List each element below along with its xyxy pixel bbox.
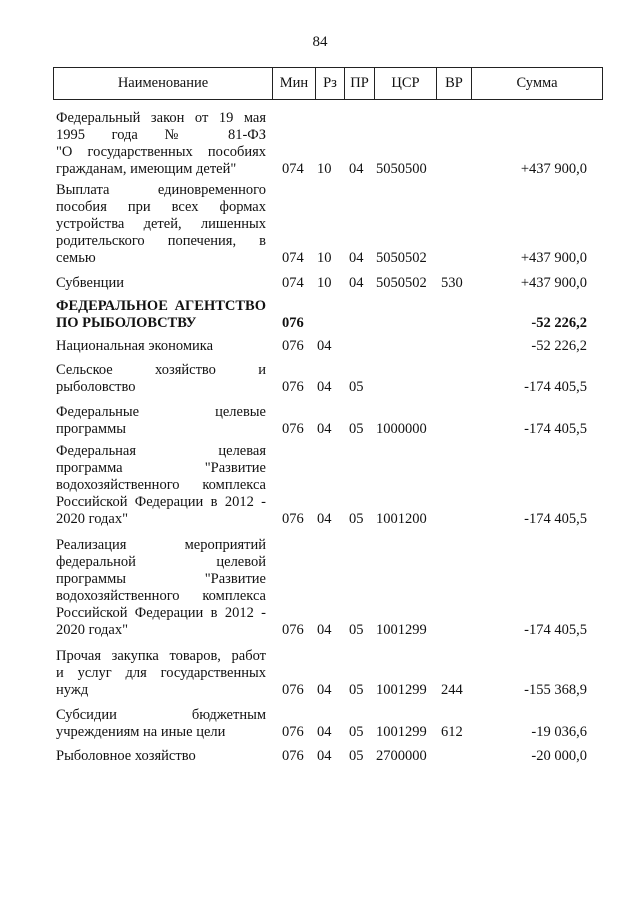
header-rz: Рз: [315, 68, 344, 99]
row-pr: 05: [349, 511, 364, 527]
row-sum: -174 405,5: [524, 379, 587, 395]
row-sum: -174 405,5: [524, 511, 587, 527]
row-pr: 04: [349, 250, 364, 266]
row-name: [56, 298, 266, 332]
row-name-line: нужд: [56, 682, 89, 698]
row-name-line: водохозяйственного комплекса: [56, 477, 266, 493]
row-csr: 1001200: [376, 511, 427, 527]
row-name-line: Федеральный закон от 19 мая: [56, 110, 266, 126]
row-name-line: Российской Федерации в 2012 -: [56, 605, 266, 621]
row-rz: 04: [317, 421, 332, 437]
row-rz: 04: [317, 379, 332, 395]
row-rz: 10: [317, 161, 332, 177]
row-pr: 05: [349, 421, 364, 437]
row-name-line: рыболовство: [56, 379, 136, 395]
row-name-line: программы "Развитие: [56, 571, 266, 587]
row-min: 076: [282, 724, 304, 740]
row-name: [56, 362, 266, 396]
row-sum: -20 000,0: [531, 748, 587, 764]
row-csr: 5050502: [376, 250, 427, 266]
header-sum: Сумма: [471, 68, 602, 99]
row-sum: +437 900,0: [520, 161, 587, 177]
row-name: [56, 338, 266, 355]
row-name-line: Федеральные целевые: [56, 404, 266, 420]
row-csr: 1001299: [376, 622, 427, 638]
row-name-line: Прочая закупка товаров, работ: [56, 648, 266, 664]
row-name: [56, 404, 266, 438]
row-name-line: Сельское хозяйство и: [56, 362, 266, 378]
row-name-line: пособия при всех формах: [56, 199, 266, 215]
row-name-line: ПО РЫБОЛОВСТВУ: [56, 315, 197, 331]
row-name-line: Субвенции: [56, 275, 124, 291]
row-name: [56, 110, 266, 178]
row-name-line: 2020 годах": [56, 511, 129, 527]
row-min: 076: [282, 682, 304, 698]
row-name-line: родительского попечения, в: [56, 233, 266, 249]
row-min: 076: [282, 421, 304, 437]
row-name: [56, 182, 266, 267]
row-min: 076: [282, 379, 304, 395]
header-name: Наименование: [117, 75, 209, 91]
row-min: 074: [282, 275, 304, 291]
row-pr: 05: [349, 682, 364, 698]
row-name: [56, 748, 266, 765]
row-csr: 5050502: [376, 275, 427, 291]
row-sum: +437 900,0: [520, 275, 587, 291]
row-csr: 5050500: [376, 161, 427, 177]
row-sum: -52 226,2: [531, 315, 587, 331]
row-name-line: 1995 года № 81-ФЗ: [56, 127, 266, 143]
row-name: [56, 275, 266, 292]
row-vr: 612: [441, 724, 463, 740]
row-name-line: Выплата единовременного: [56, 182, 266, 198]
row-name-line: Реализация мероприятий: [56, 537, 266, 553]
row-rz: 04: [317, 682, 332, 698]
row-csr: 1001299: [376, 724, 427, 740]
row-name: [56, 707, 266, 741]
row-rz: 04: [317, 724, 332, 740]
row-name-line: семью: [56, 250, 96, 266]
row-name-line: гражданам, имеющим детей": [56, 161, 237, 177]
row-csr: 2700000: [376, 748, 427, 764]
row-min: 076: [282, 511, 304, 527]
row-name: [56, 648, 266, 699]
row-vr: 244: [441, 682, 463, 698]
row-name-line: ФЕДЕРАЛЬНОЕ АГЕНТСТВО: [56, 298, 266, 314]
row-min: 074: [282, 161, 304, 177]
row-csr: 1000000: [376, 421, 427, 437]
row-rz: 04: [317, 338, 332, 354]
row-rz: 10: [317, 250, 332, 266]
row-name-line: и услуг для государственных: [56, 665, 266, 681]
row-name-line: Субсидии бюджетным: [56, 707, 266, 723]
row-name-line: водохозяйственного комплекса: [56, 588, 266, 604]
row-name: [56, 537, 266, 639]
header-min: Мин: [272, 68, 315, 99]
row-name-line: программы: [56, 421, 126, 437]
row-min: 076: [282, 622, 304, 638]
row-name-line: 2020 годах": [56, 622, 129, 638]
row-name: [56, 443, 266, 528]
row-sum: -174 405,5: [524, 622, 587, 638]
row-pr: 05: [349, 748, 364, 764]
row-name-line: учреждениям на иные цели: [56, 724, 226, 740]
header-vr: ВР: [436, 68, 471, 99]
row-name-line: программа "Развитие: [56, 460, 266, 476]
row-name-line: устройства детей, лишенных: [56, 216, 266, 232]
row-pr: 05: [349, 724, 364, 740]
row-csr: 1001299: [376, 682, 427, 698]
table-header: [53, 67, 603, 100]
row-name-line: Национальная экономика: [56, 338, 214, 354]
row-rz: 10: [317, 275, 332, 291]
row-min: 076: [282, 338, 304, 354]
row-pr: 05: [349, 379, 364, 395]
row-min: 074: [282, 250, 304, 266]
row-rz: 04: [317, 748, 332, 764]
row-min: 076: [282, 748, 304, 764]
row-vr: 530: [441, 275, 463, 291]
header-pr: ПР: [344, 68, 374, 99]
row-pr: 05: [349, 622, 364, 638]
row-sum: -52 226,2: [531, 338, 587, 354]
row-sum: -19 036,6: [531, 724, 587, 740]
row-name-line: Российской Федерации в 2012 -: [56, 494, 266, 510]
header-csr: ЦСР: [374, 68, 436, 99]
row-sum: -174 405,5: [524, 421, 587, 437]
row-rz: 04: [317, 622, 332, 638]
row-rz: 04: [317, 511, 332, 527]
row-name-line: Рыболовное хозяйство: [56, 748, 196, 764]
row-name-line: "О государственных пособиях: [56, 144, 266, 160]
row-pr: 04: [349, 275, 364, 291]
row-sum: -155 368,9: [524, 682, 587, 698]
row-name-line: федеральной целевой: [56, 554, 266, 570]
row-min: 076: [282, 315, 304, 331]
page-number: 84: [312, 34, 328, 50]
row-pr: 04: [349, 161, 364, 177]
row-sum: +437 900,0: [520, 250, 587, 266]
row-name-line: Федеральная целевая: [56, 443, 266, 459]
